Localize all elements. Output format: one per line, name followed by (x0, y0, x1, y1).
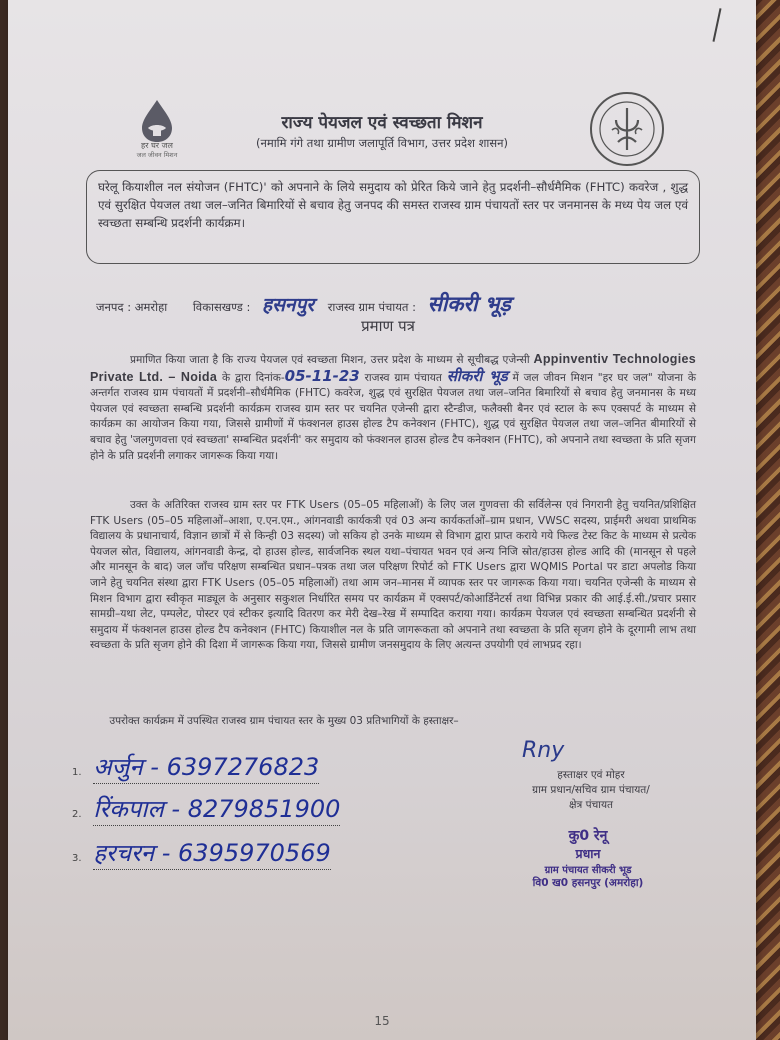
block-label: विकासखण्ड : (192, 300, 251, 314)
stamp-role: प्रधान (575, 846, 601, 861)
signatures-intro: उपरोक्त कार्यक्रम में उपस्थित राजस्व ग्राम पंचायत स्तर के मुख्य 03 प्रतिभागियों के हस्ताक्षर– (109, 715, 459, 727)
pradhan-signature: Rny (522, 738, 565, 763)
participant-number: 3. (72, 853, 82, 864)
participant-row (72, 836, 331, 870)
participant-number: 2. (72, 809, 82, 820)
participant-signature: रिंकपाल - 8279851900 (93, 792, 340, 826)
participant-row (72, 792, 340, 826)
pradhan-stamp (498, 826, 678, 890)
p1-body: में जल जीवन मिशन "हर घर जल" योजना के अन्तर्गत राजस्व ग्राम पंचायतों में प्रदर्शनी–सौर्धमैमिक (FHTC) कवरेज, शुद्ध एवं सुरक्षित पेयजल तथा जल–जनित बिमारियों से बचाव हेतु जनमानस के मध्य पेयजल एवं स्वच्छता सम्बन्धि प्रदर्शनी कार्यक्रम राजस्व ग्राम स्तर पर चयनित एजेन्सी द्वारा स्टैन्डीज, फलैक्सी बैनर एवं स्टाल के रूप एक्सपर्ट के माध्यम से कार्यक्रम का आयोजन किया गया, जिससे ग्रामीणों में फंक्शनल हाउस होल्ड टैप कनेक्शन (FHTC), शुद्ध एवं सुरक्षित पेयजल तथा जल–जनित बीमारियों से बचाव हेतु 'जलगुणवत्ता एवं स्वच्छता' सम्बन्धित प्रदर्शनी' कर समुदाय को फंक्शनल हाउस होल्ड टैप कनेक्शन (FHTC), को अपनाने तथा स्वच्छता के प्रति सृजग होने के प्रति प्रदर्शनी लगाकर जागरूक किया गया। (90, 371, 697, 462)
banner-text: घरेलू कियाशील नल संयोजन (FHTC)' को अपनाने के लिये समुदाय को प्रेरित किये जाने हेतु प्रदर्शनी–सौर्धमैमिक (FHTC) कवरेज , शुद्ध एवं सुरक्षित पेयजल तथा जल–जनित बिमारियों से बचाव हेतु जनपद की समस्त राजस्व ग्राम पंचायतों स्तर पर जनमानस के मध्य पेय जल एवं स्वच्छता सम्बन्धि प्रदर्शनी कार्यक्रम। (98, 180, 688, 230)
signatory-line-2: ग्राम प्रधान/सचिव ग्राम पंचायत/ (532, 784, 650, 796)
mission-title: राज्य पेयजल एवं स्वच्छता मिशन (281, 113, 483, 133)
block-value: हसनपुर (262, 294, 315, 316)
p1-panchayat-label: राजस्व ग्राम पंचायत (364, 371, 442, 384)
p1-lead: प्रमाणित किया जाता है कि राज्य पेयजल एवं स्वच्छता मिशन, उत्तर प्रदेश के माध्यम से सूचीबद्ध एजेन्सी (130, 354, 530, 366)
certificate-title: प्रमाण पत्र (361, 317, 415, 335)
pen-mark (712, 8, 721, 42)
stamp-place: ग्राम पंचायत सीकरी भूड (544, 865, 632, 876)
participant-signature: हरचरन - 6395970569 (93, 836, 331, 870)
meta-row (96, 290, 511, 318)
paragraph-2: उक्त के अतिरिक्त राजस्व ग्राम स्तर पर FTK Users (05–05 महिलाओं) के लिए जल गुणवत्ता की सर्विलेन्स एवं निगरानी हेतु चयनित/प्रशिक्षित FTK Users (05–05 महिलाओं–आशा, ए.एन.एम., आंगनवाडी कार्यकत्री एवं 03 अन्य कार्यकर्ताओं–ग्राम प्रधान, VWSC सदस्य, प्राईमरी अथवा प्राथमिक विद्यालय के प्रधानाचार्य, विज्ञान छात्रों में से किन्ही 03 सदस्य) जो सकिय हो उनके माध्यम से विभाग द्वारा प्राप्त कराये गये फिल्ड टेस्ट किट के माध्यम से प्रत्येक पेयजल स्रोत, विद्यालय, आंगनवाडी केन्द्र, दो हाउस होल्ड, सार्वजनिक स्थल यथा–पंचायत भवन एवं अन्य निजि स्रोत/हाउस होल्ड आदि की (मानसून से पहले और मानसून के बाद) जल जाँच परिक्षण सम्बन्धित प्रधान–पत्रक तथा जल परिक्षण रिपोर्ट को FTK Users द्वारा WQMIS Portal पर डाटा अपलोड किया जाने हेतु चयनित संस्था द्वारा FTK Users (05–05 महिलाओं) तथा आम जन–मानस में व्यापक स्तर पर जागरूक किया गया। चयनित एजेन्सी के माध्यम से मिशन विभाग द्वारा स्वीकृत माड्यूल के अनुसार सकुशल निर्धारित समय पर कार्यक्रम में एक्सपर्ट/कोआर्डिनेटर्स तथा विभिन्न प्रकार की आई.ई.सी./प्रचार प्रसार सामग्री–यथा लेट, पम्पलेट, पोस्टर एवं स्टीकर इत्यादि वितरण कर मेरी देख–रेख में सम्पादित कराया गया। कार्यक्रम पेयजल एवं स्वच्छता सम्बन्धित प्रदर्शनी से समुदाय में फंक्शनल हाउस होल्ड टैप कनेक्शन (FHTC) कियाशील नल के प्रति जागरूकता को अपनाने तथा स्वच्छता के प्रति सृजग होने के दूरगामी लाभ तथा स्वच्छता के प्रति सृजग होने की दिशा में जागरूक किया गया, जिससे ग्रामीण जनसमुदाय के लिए अत्यन्त उपयोगी एवं लाभप्रद रहा। (90, 499, 696, 652)
paragraph-1 (90, 352, 696, 464)
district-label: जनपद : अमरोहा (96, 300, 168, 314)
stamp-block: वि0 ख0 हसनपुर (अमरोहा) (532, 877, 644, 889)
panchayat-value: सीकरी भूड़ (427, 292, 511, 316)
panchayat-label: राजस्व ग्राम पंचायत : (327, 300, 417, 314)
p1-panchayat-value: सीकरी भूड (446, 366, 508, 385)
participant-signature: अर्जुन - 6397276823 (93, 750, 319, 784)
participant-row (72, 750, 319, 784)
document-sheet (8, 0, 756, 1040)
signatory-line-3: क्षेत्र पंचायत (568, 799, 614, 811)
signatory-line-1: हस्ताक्षर एवं मोहर (557, 769, 625, 781)
page-number: 15 (374, 1014, 390, 1028)
signatory-caption (506, 768, 676, 813)
agency-name: Appinventiv Technologies Private Ltd. – Noida (90, 352, 696, 384)
logo-text: हर घर जल (141, 141, 173, 150)
stamp-name: कु0 रेनू (568, 828, 608, 844)
p1-date-value: 05-11-23 (284, 366, 360, 385)
logo-subtext: जल जीवन मिशन (136, 151, 178, 159)
participant-number: 1. (72, 767, 82, 778)
p1-date-label: के द्वारा दिनांक- (221, 371, 285, 384)
mission-subtitle: (नमामि गंगे तथा ग्रामीण जलापूर्ति विभाग, उत्तर प्रदेश शासन) (255, 136, 509, 150)
